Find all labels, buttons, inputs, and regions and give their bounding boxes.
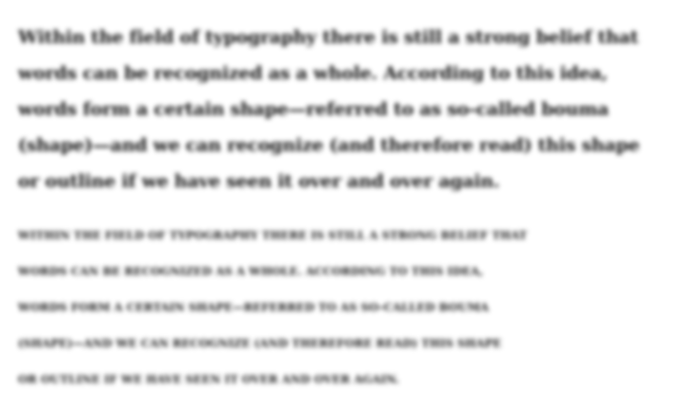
mixed-case-paragraph xyxy=(18,20,683,200)
paragraph-line: words form a certain shape—referred to as so-called bouma xyxy=(18,99,609,120)
paragraph-line: OR OUTLINE IF WE HAVE SEEN IT OVER AND OVER AGAIN. xyxy=(18,373,400,386)
uppercase-paragraph xyxy=(18,218,683,398)
paragraph-line: (shape)—and we can recognize (and therefore read) this shape xyxy=(18,135,640,156)
paragraph-line: or outline if we have seen it over and over again. xyxy=(18,171,500,192)
paragraph-line: WORDS CAN BE RECOGNIZED AS A WHOLE. ACCORDING TO THIS IDEA, xyxy=(18,265,484,278)
document-page xyxy=(18,20,683,398)
paragraph-line: Within the field of typography there is still a strong belief that xyxy=(18,27,639,48)
paragraph-line: WITHIN THE FIELD OF TYPOGRAPHY THERE IS STILL A STRONG BELIEF THAT xyxy=(18,229,528,242)
paragraph-line: WORDS FORM A CERTAIN SHAPE—REFERRED TO AS SO-CALLED BOUMA xyxy=(18,301,489,314)
paragraph-line: (SHAPE)—AND WE CAN RECOGNIZE (AND THEREFORE READ) THIS SHAPE xyxy=(18,337,502,350)
paragraph-line: words can be recognized as a whole. According to this idea, xyxy=(18,63,608,84)
